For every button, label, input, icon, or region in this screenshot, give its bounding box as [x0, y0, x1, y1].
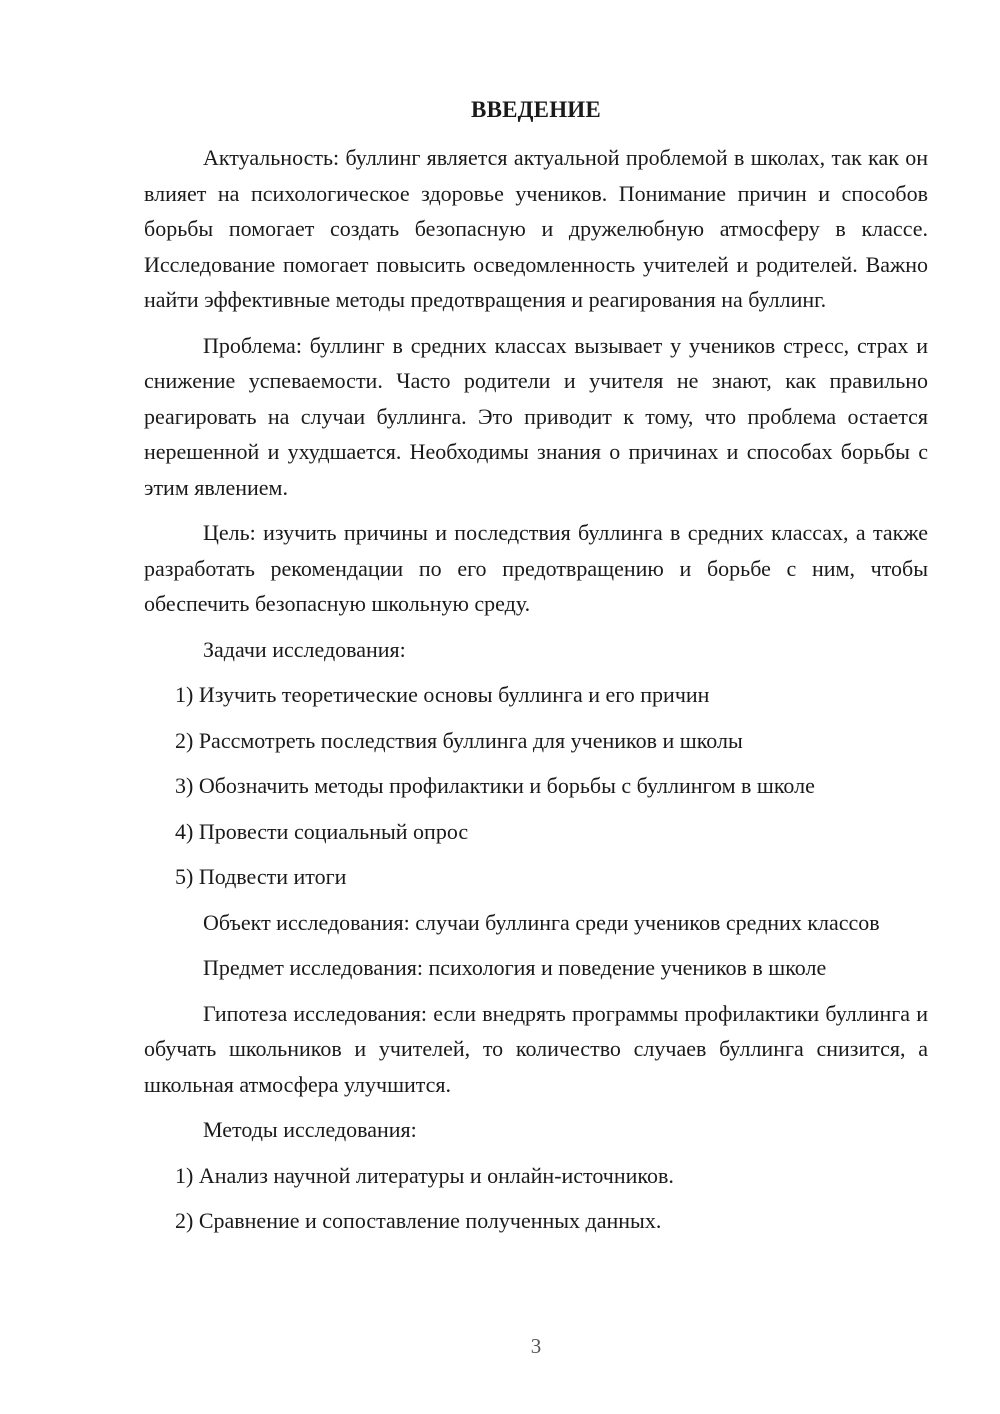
section-title: ВВЕДЕНИЕ: [471, 97, 601, 122]
methods-heading: Методы исследования:: [203, 1117, 417, 1142]
list-item: 3) Обозначить методы профилактики и борьбы с буллингом в школе: [175, 773, 815, 798]
list-item: 4) Провести социальный опрос: [175, 818, 469, 844]
goal-paragraph: Цель: изучить причины и последствия буллинга в средних классах, а также разработать рекомендации по его предотвращению и борьбе с ним, чтобы обеспечить безопасную школьную среду.: [144, 520, 928, 616]
subject-paragraph: Предмет исследования: психология и поведение учеников в школе: [203, 955, 827, 980]
problem-paragraph: Проблема: буллинг в средних классах вызывает у учеников стресс, страх и снижение успеваемости. Часто родители и учителя не знают, как правильно реагировать на случаи буллинга. Это приводит к тому, что проблема остается нерешенной и ухудшается. Необходимы знания о причинах и способах борьбы с этим явлением.: [144, 332, 928, 500]
page-number: 3: [530, 1334, 542, 1358]
list-item: 1) Изучить теоретические основы буллинга и его причин: [175, 682, 710, 707]
list-item: 5) Подвести итоги: [175, 864, 347, 889]
tasks-list: [144, 677, 928, 895]
object-paragraph: Объект исследования: случаи буллинга среди учеников средних классов: [203, 909, 880, 935]
document-page: [144, 92, 928, 1239]
hypothesis-paragraph: Гипотеза исследования: если внедрять программы профилактики буллинга и обучать школьников и учителей, то количество случаев буллинга снизится, а школьная атмосфера улучшится.: [144, 1000, 928, 1097]
methods-list: [144, 1158, 928, 1239]
list-item: 2) Рассмотреть последствия буллинга для учеников и школы: [175, 727, 743, 753]
list-item: 2) Сравнение и сопоставление полученных данных.: [175, 1208, 662, 1233]
list-item: 1) Анализ научной литературы и онлайн-источников.: [175, 1162, 674, 1188]
tasks-heading: Задачи исследования:: [203, 636, 406, 662]
relevance-paragraph: Актуальность: буллинг является актуальной проблемой в школах, так как он влияет на психологическое здоровье учеников. Понимание причин и способов борьбы помогает создать безопасную и дружелюбную атмосферу в классе. Исследование помогает повысить осведомленность учителей и родителей. Важно найти эффективные методы предотвращения и реагирования на буллинг.: [144, 145, 928, 312]
